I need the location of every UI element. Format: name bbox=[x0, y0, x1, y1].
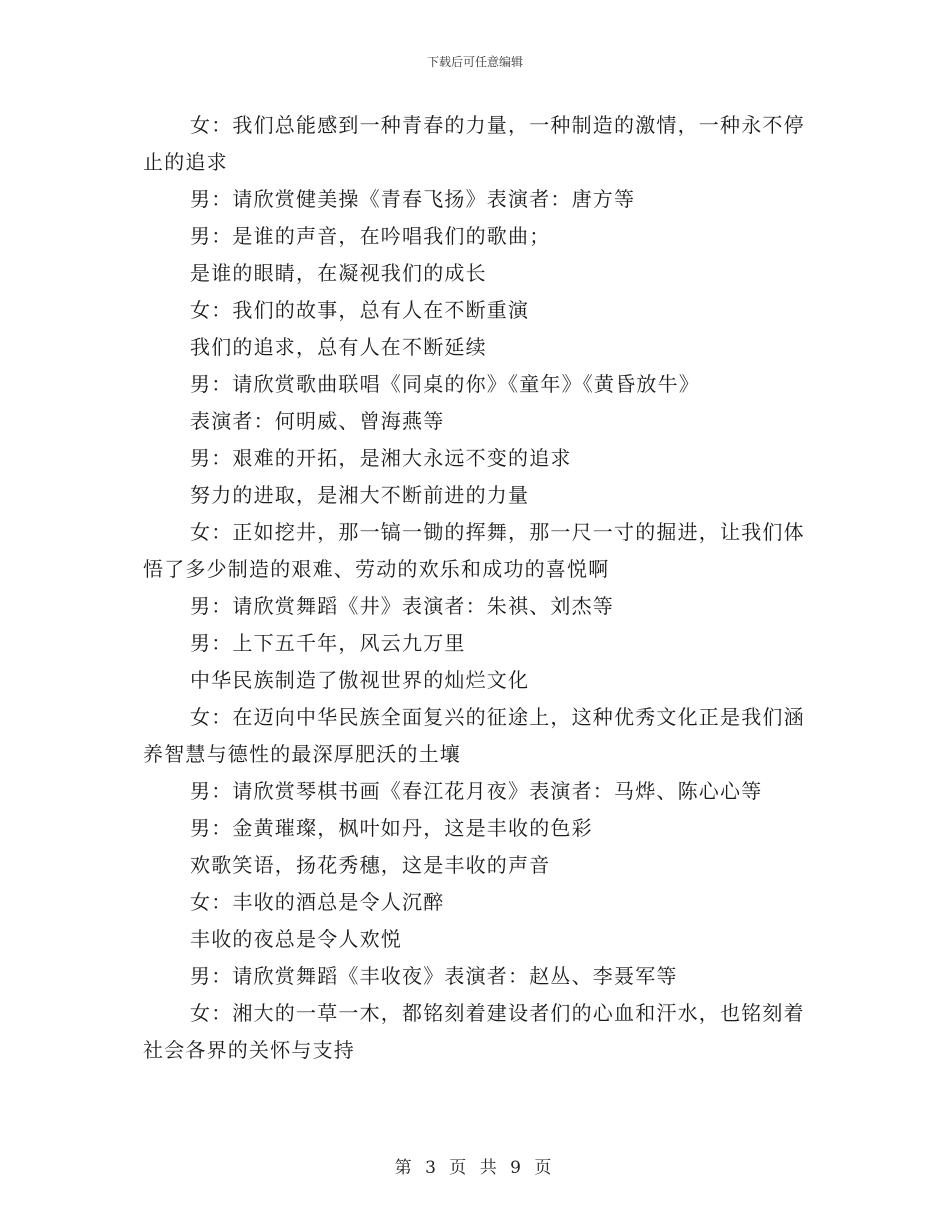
paragraph: 男：请欣赏琴棋书画《春江花月夜》表演者：马烨、陈心心等 bbox=[190, 779, 763, 803]
paragraph: 女：在迈向中华民族全面复兴的征途上，这种优秀文化正是我们涵养智慧与德性的最深厚肥沃的土壤 bbox=[143, 705, 805, 766]
paragraph: 男：请欣赏舞蹈《丰收夜》表演者：赵丛、李聂军等 bbox=[190, 964, 678, 988]
paragraph: 丰收的夜总是令人欢悦 bbox=[190, 927, 402, 951]
paragraph: 努力的进取，是湘大不断前进的力量 bbox=[190, 483, 530, 507]
paragraph: 女：正如挖井，那一镐一锄的挥舞，那一尺一寸的掘进，让我们体悟了多少制造的艰难、劳动的欢乐和成功的喜悦啊 bbox=[143, 520, 805, 581]
paragraph: 中华民族制造了傲视世界的灿烂文化 bbox=[190, 668, 530, 692]
paragraph: 女：我们总能感到一种青春的力量，一种制造的激情，一种永不停止的追求 bbox=[143, 113, 805, 174]
paragraph: 我们的追求，总有人在不断延续 bbox=[190, 335, 487, 359]
paragraph: 男：金黄璀璨，枫叶如丹，这是丰收的色彩 bbox=[190, 816, 593, 840]
paragraph: 男：上下五千年，风云九万里 bbox=[190, 631, 466, 655]
page-header: 下载后可任意编辑 bbox=[426, 55, 523, 69]
paragraph: 女：丰收的酒总是令人沉醉 bbox=[190, 890, 445, 914]
paragraph: 男：请欣赏歌曲联唱《同桌的你》《童年》《黄昏放牛》 bbox=[190, 372, 700, 396]
paragraph: 男：艰难的开拓，是湘大永远不变的追求 bbox=[190, 446, 572, 470]
page-number-footer: 第 3 页 共 9 页 bbox=[394, 1158, 556, 1178]
paragraph: 是谁的眼睛，在凝视我们的成长 bbox=[190, 261, 487, 285]
document-body bbox=[143, 107, 805, 1069]
paragraph: 女：湘大的一草一木，都铭刻着建设者们的心血和汗水，也铭刻着社会各界的关怀与支持 bbox=[143, 1001, 805, 1062]
paragraph: 欢歌笑语，扬花秀穗，这是丰收的声音 bbox=[190, 853, 551, 877]
paragraph: 女：我们的故事，总有人在不断重演 bbox=[190, 298, 530, 322]
paragraph: 男：请欣赏舞蹈《井》表演者：朱祺、刘杰等 bbox=[190, 594, 614, 618]
paragraph: 男：是谁的声音，在吟唱我们的歌曲； bbox=[190, 224, 551, 248]
paragraph: 男：请欣赏健美操《青春飞扬》表演者：唐方等 bbox=[190, 187, 636, 211]
paragraph: 表演者：何明威、曾海燕等 bbox=[190, 409, 445, 433]
